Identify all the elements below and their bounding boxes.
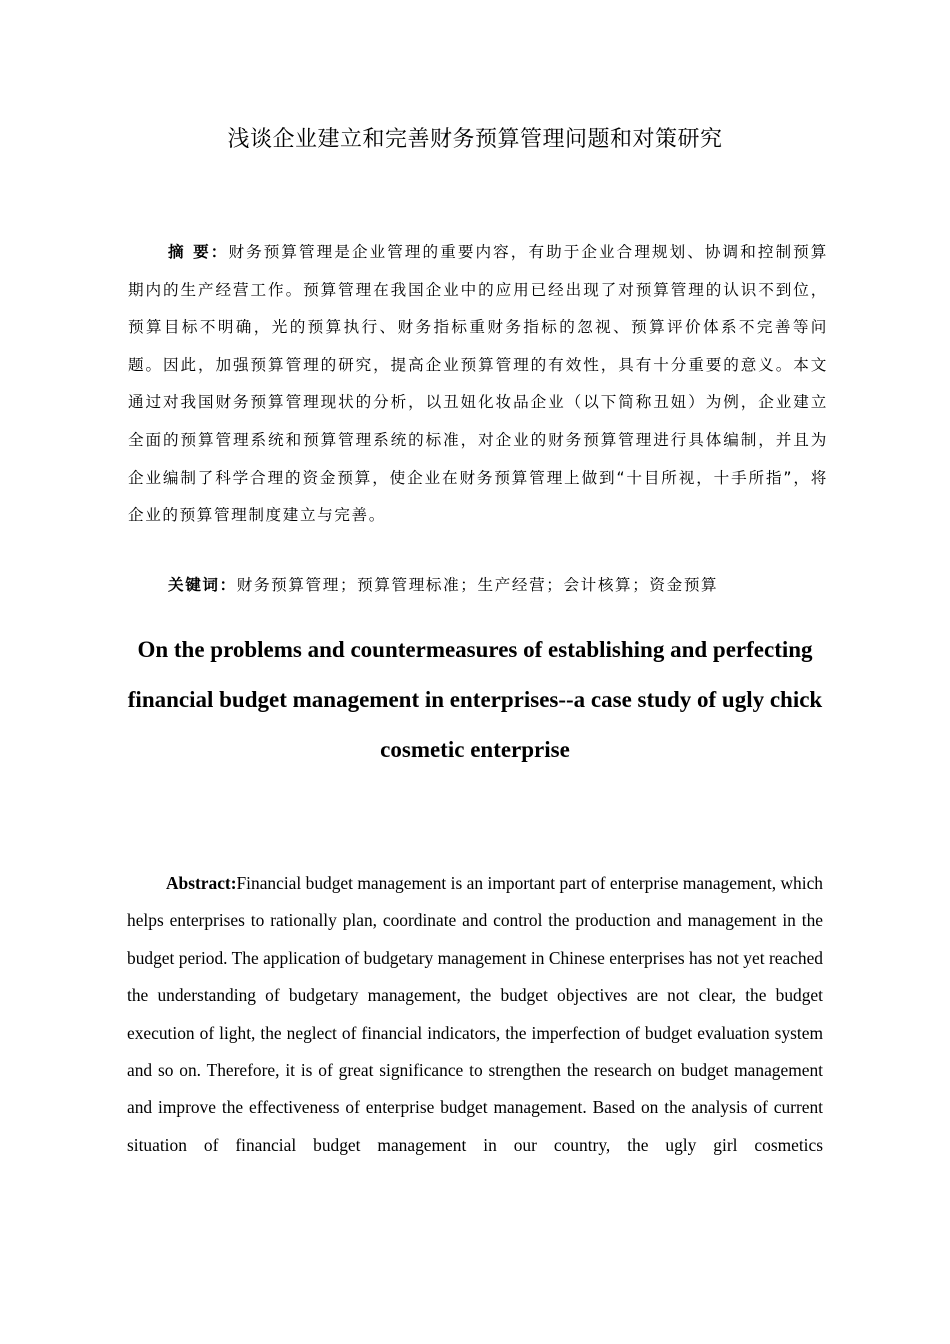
chinese-abstract xyxy=(128,234,828,535)
english-abstract-label: Abstract: xyxy=(166,873,237,893)
chinese-keywords-text: 财务预算管理；预算管理标准；生产经营；会计核算；资金预算 xyxy=(236,576,719,594)
english-abstract xyxy=(127,865,823,1164)
chinese-keywords-label: 关键词： xyxy=(168,576,237,594)
chinese-abstract-label: 摘 要： xyxy=(168,243,229,261)
chinese-abstract-text: 财务预算管理是企业管理的重要内容，有助于企业合理规划、协调和控制预算期内的生产经营工作。预算管理在我国企业中的应用已经出现了对预算管理的认识不到位，预算目标不明确，光的预算执行、财务指标重财务指标的忽视、预算评价体系不完善等问题。因此，加强预算管理的研究，提高企业预算管理的有效性，具有十分重要的意义。本文通过对我国财务预算管理现状的分析，以丑妞化妆品企业（以下简称丑妞）为例，企业建立全面的预算管理系统和预算管理系统的标准，对企业的财务预算管理进行具体编制，并且为企业编制了科学合理的资金预算，使企业在财务预算管理上做到“十目所视，十手所指”，将企业的预算管理制度建立与完善。 xyxy=(128,243,828,525)
chinese-title: 浅谈企业建立和完善财务预算管理问题和对策研究 xyxy=(227,127,723,152)
english-abstract-text: Financial budget management is an important part of enterprise management, which helps enterprises to rationally plan, coordinate and control the production and management in the budget period. The application of budgetary management in Chinese enterprises has not yet reached the understanding of budgetary management, the budget objectives are not clear, the budget execution of light, the neglect of financial indicators, the imperfection of budget evaluation system and so on. Therefore, it is of great significance to strengthen the research on budget management and improve the effectiveness of enterprise budget management. Based on the analysis of current situation of financial budget management in our country, the ugly girl cosmetics xyxy=(127,873,823,1155)
chinese-keywords xyxy=(168,567,828,604)
english-title: On the problems and countermeasures of establishing and perfecting financial budget management in enterprises--a case study of ugly chick cosmetic enterprise xyxy=(127,637,823,762)
